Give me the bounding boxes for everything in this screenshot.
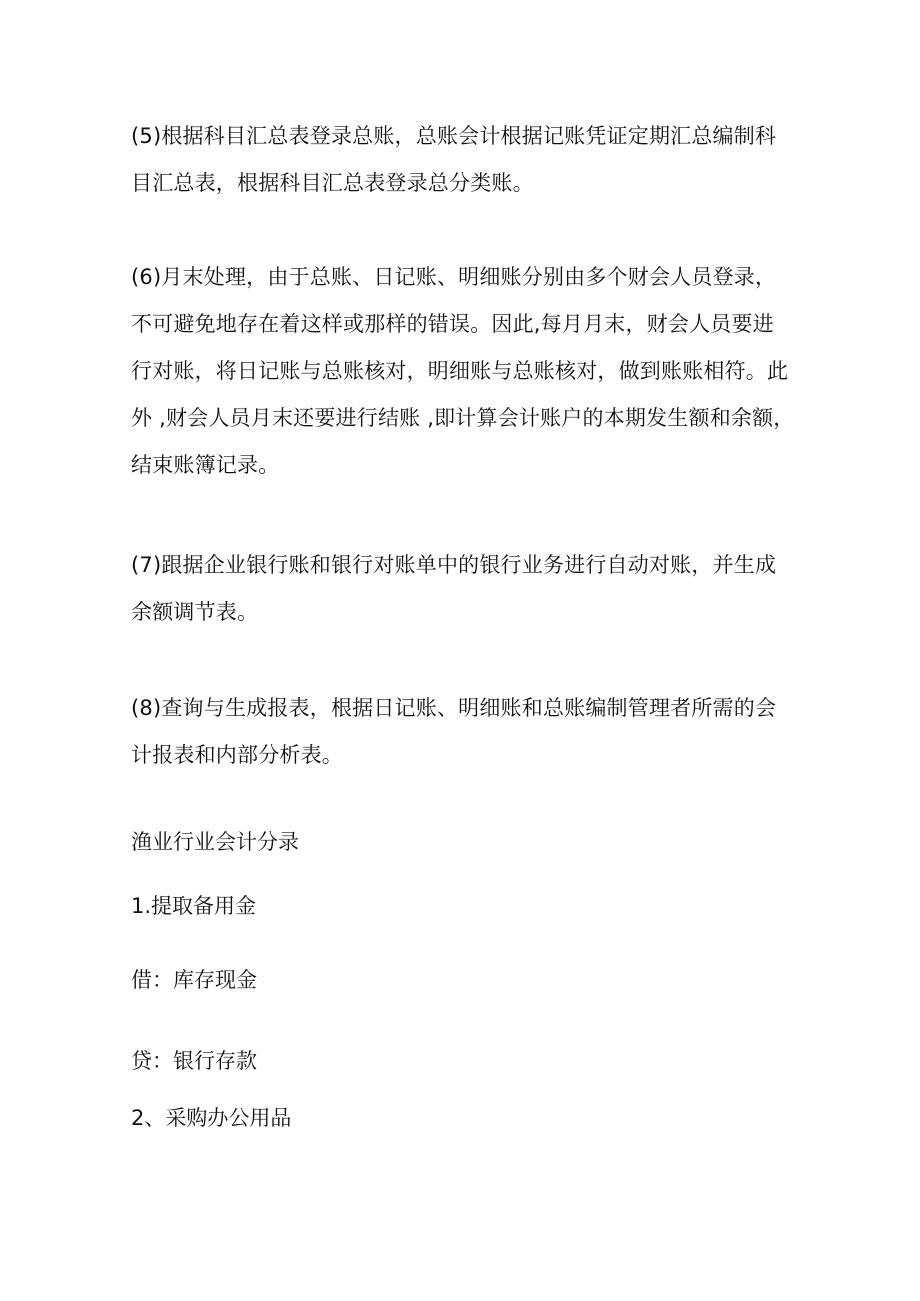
- paragraph-line: 不可避免地存在着这样或那样的错误。因此,每月月末，财会人员要进: [131, 312, 774, 336]
- paragraph-6: [131, 254, 799, 489]
- paragraph-7: [131, 542, 799, 636]
- paragraph-line: (8)查询与生成报表，根据日记账、明细账和总账编制管理者所需的会: [131, 696, 777, 720]
- paragraph-8: [131, 685, 799, 779]
- paragraph-line: 余额调节表。: [131, 600, 259, 624]
- section-heading: 渔业行业会计分录: [131, 830, 299, 854]
- paragraph-line: 结束账簿记录。: [131, 453, 280, 477]
- paragraph-line: (5)根据科目汇总表登录总账，总账会计根据记账凭证定期汇总编制科: [131, 124, 777, 148]
- paragraph-line: 计报表和内部分析表。: [131, 743, 343, 767]
- paragraph-line: (6)月末处理，由于总账、日记账、明细账分别由多个财会人员登录，: [131, 265, 777, 289]
- paragraph-line: (7)跟据企业银行账和银行对账单中的银行业务进行自动对账，并生成: [131, 553, 777, 577]
- paragraph-5: [131, 113, 799, 207]
- item-1-debit: 借：库存现金: [131, 968, 257, 992]
- item-1-title: 1.提取备用金: [131, 894, 257, 918]
- paragraph-line: 目汇总表，根据科目汇总表登录总分类账。: [131, 171, 534, 195]
- paragraph-line: 行对账，将日记账与总账核对，明细账与总账核对，做到账账相符。此: [131, 359, 789, 383]
- paragraph-line: 外 ,财会人员月末还要进行结账 ,即计算会计账户的本期发生额和余额，: [131, 406, 795, 430]
- item-1-credit: 贷：银行存款: [131, 1049, 257, 1073]
- item-2-title: 2、采购办公用品: [131, 1106, 292, 1130]
